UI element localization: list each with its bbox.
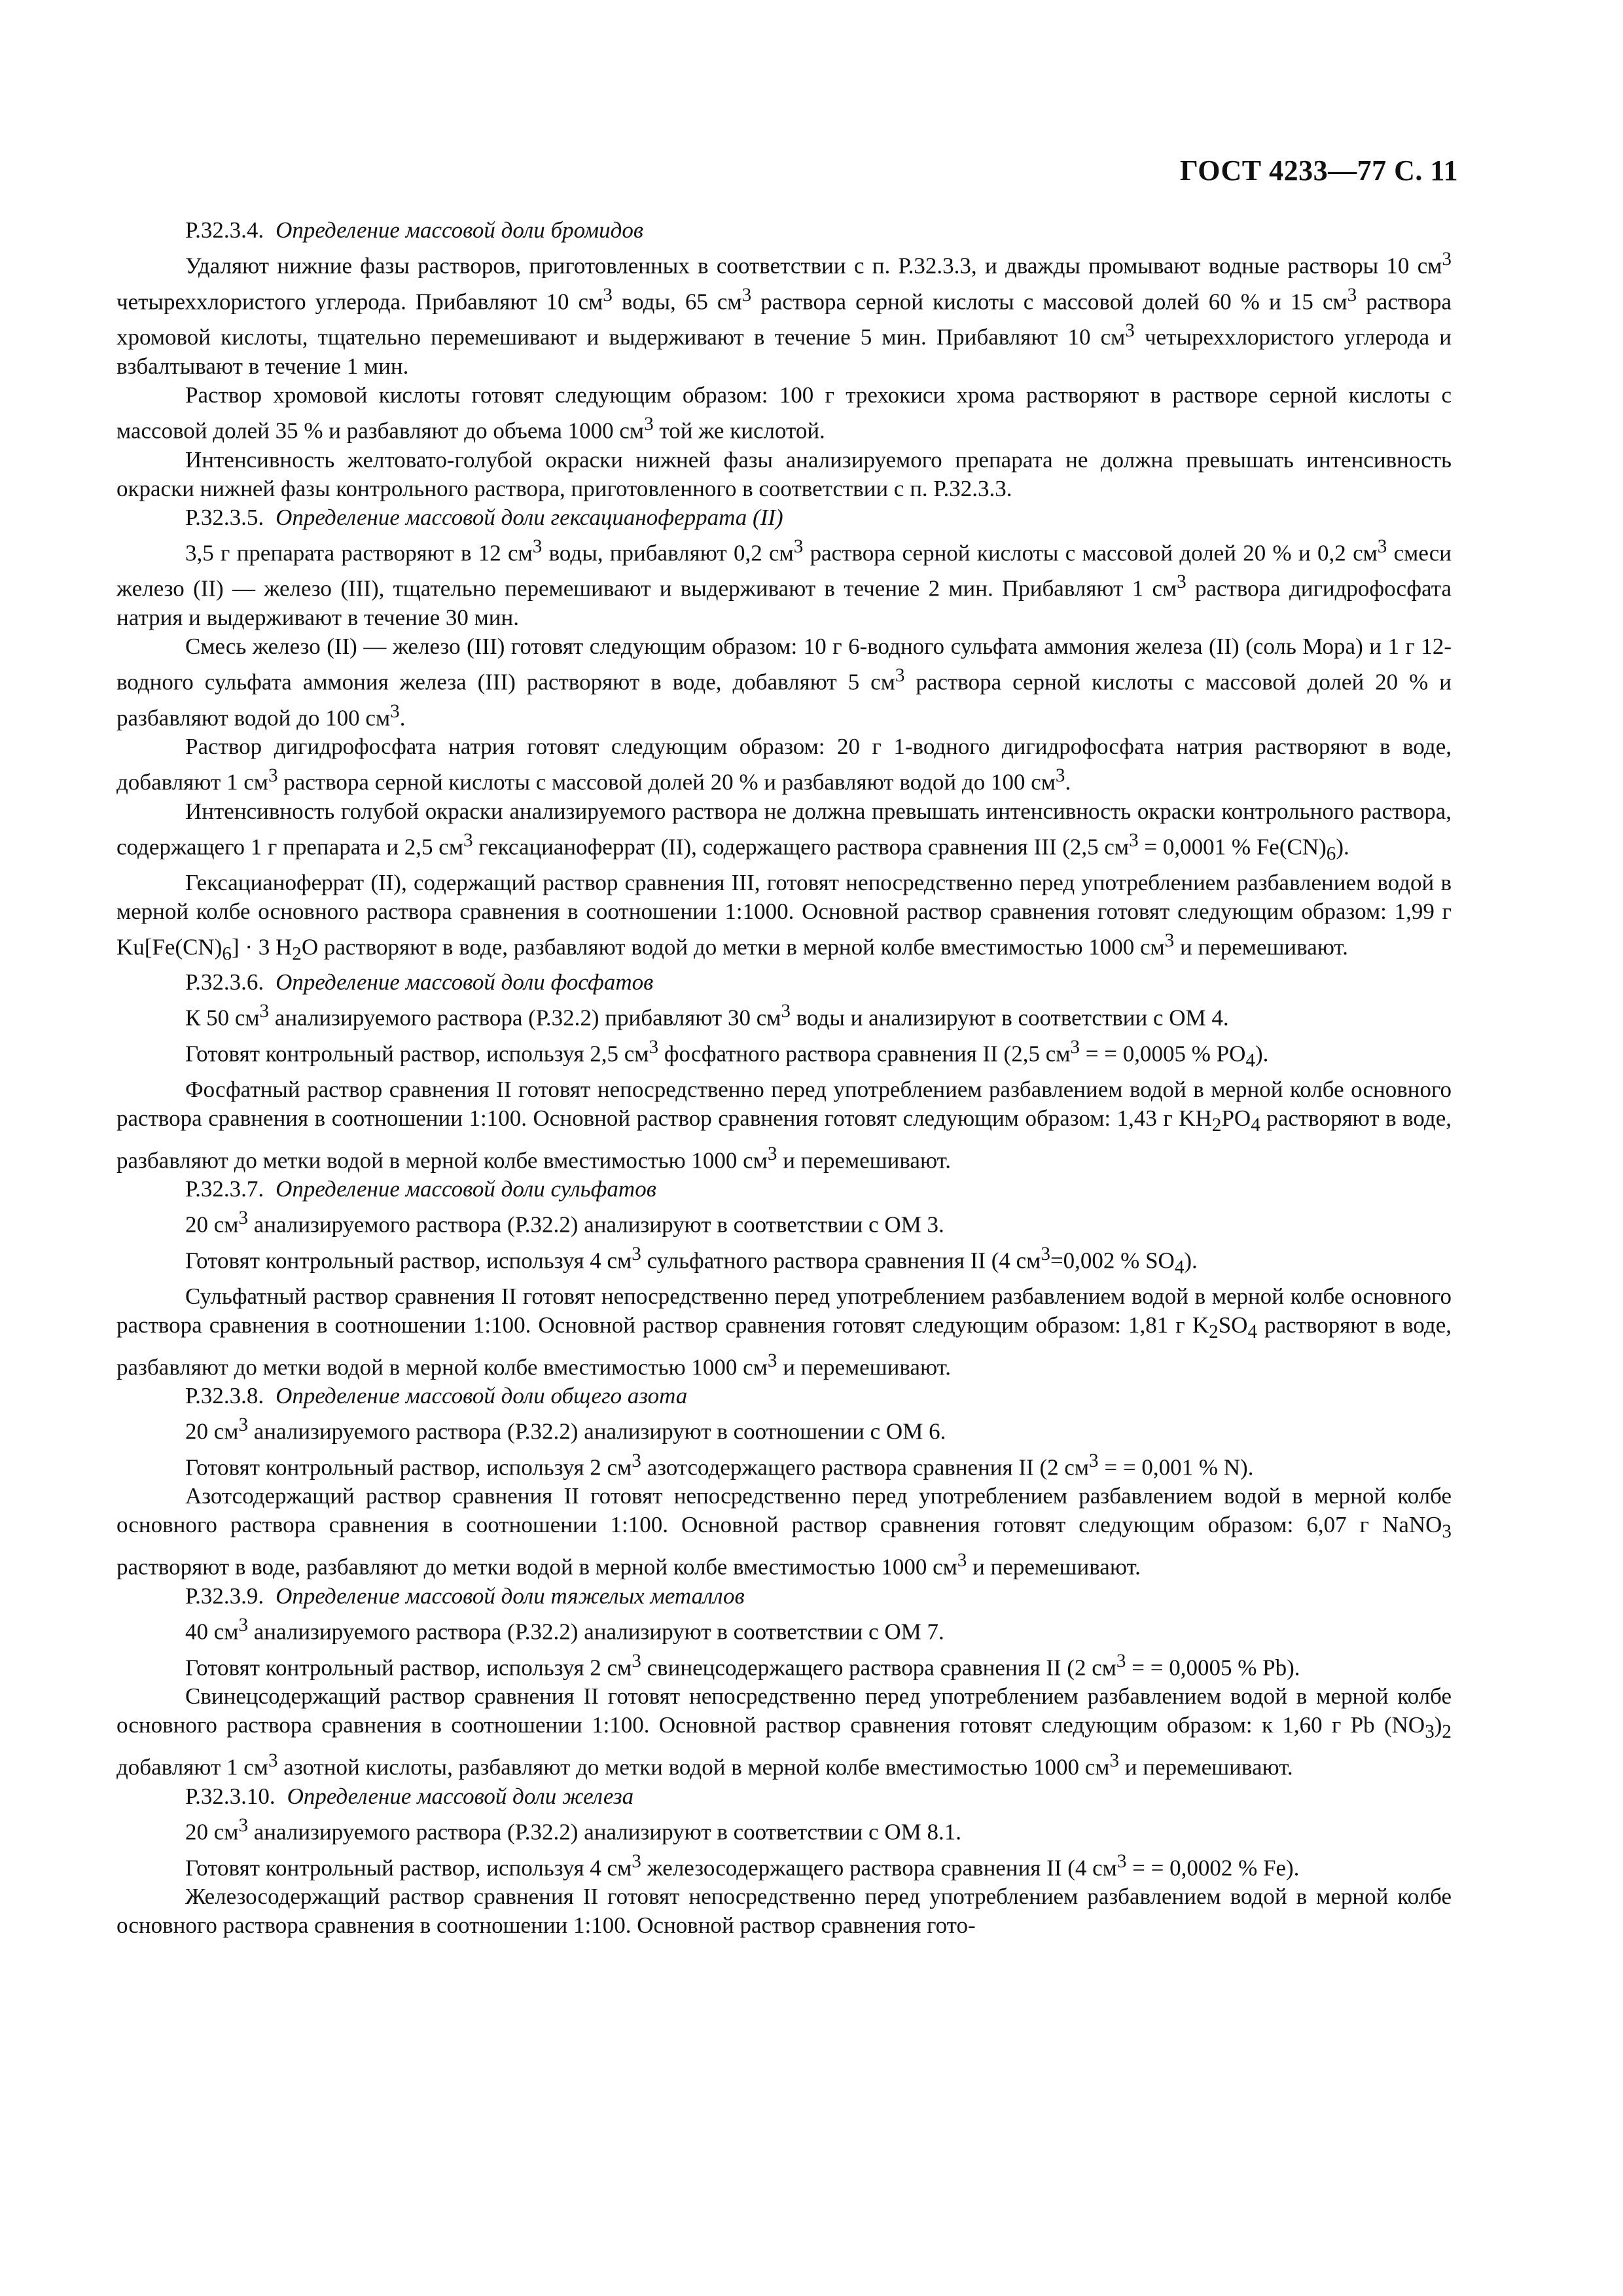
body-paragraph: Железосодержащий раствор сравнения II готовят непосредственно перед употреблением разбавлением водой в мерной колбе основного раствора сравнения в соотношении 1:100. Основной раствор сравнения гото-	[116, 1884, 1452, 1939]
section-title: Определение массовой доли железа	[287, 1784, 634, 1810]
body-paragraph: Раствор дигидрофосфата натрия готовят следующим образом: 20 г 1-водного дигидрофосфата натрия растворяют в воде, добавляют 1 $см^3$ раствора серной кислоты с массовой долей 20 % и разбавляют водой до 100 $см^3$.	[116, 734, 1452, 795]
page-header: ГОСТ 4233—77 С. 11	[1179, 154, 1458, 187]
body-paragraph: Интенсивность голубой окраски анализируемого раствора не должна превышать интенсивность окраски контрольного раствора, содержащего 1 г препарата и 2,5 $см^3$ гексацианоферрат (II), содержащего раствора сравнения III (2,5 $см^3 = 0,0001$ % $Fe(CN)_6$).	[116, 798, 1452, 865]
body-paragraph: 20 $см^3$ анализируемого раствора (Р.32.2) анализируют в соответствии с ОМ 3.	[185, 1208, 944, 1238]
body-paragraph: 20 $см^3$ анализируемого раствора (Р.32.2) анализируют в соответствии с ОМ 8.1.	[185, 1815, 962, 1845]
section-heading	[116, 1582, 1452, 1611]
section-heading	[116, 1782, 1452, 1811]
section-title: Определение массовой доли гексацианоферрата (II)	[276, 504, 783, 530]
section-title: Определение массовой доли фосфатов	[276, 969, 654, 996]
body-paragraph: Фосфатный раствор сравнения II готовят непосредственно перед употреблением разбавлением водой в мерной колбе основного раствора сравнения в соотношении 1:100. Основной раствор сравнения готовят следующим образом: 1,43 г $KH_2PO_4$ растворяют в воде, разбавляют до метки водой в мерной колбе вместимостью 1000 $см^3$ и перемешивают.	[116, 1076, 1452, 1174]
document-body	[116, 216, 1452, 1940]
section-heading	[116, 968, 1452, 997]
body-paragraph: Удаляют нижние фазы растворов, приготовленных в соответствии с п. Р.32.3.3, и дважды промывают водные растворы 10 $см^3$ четыреххлористого углерода. Прибавляют 10 $см^3$ воды, 65 $см^3$ раствора серной кислоты с массовой долей 60 % и 15 $см^3$ раствора хромовой кислоты, тщательно перемешивают и выдерживают в течение 5 мин. Прибавляют 10 $см^3$ четыреххлористого углерода и взбалтывают в течение 1 мин.	[116, 249, 1452, 379]
section-number: Р.32.3.4.	[185, 217, 264, 243]
section-number: Р.32.3.5.	[185, 504, 264, 530]
body-paragraph: Смесь железо (II) — железо (III) готовят следующим образом: 10 г 6-водного сульфата аммония железа (II) (соль Мора) и 1 г 12-водного сульфата аммония железа (III) растворяют в воде, добавляют 5 $см^3$ раствора серной кислоты с массовой долей 20 % и разбавляют водой до 100 $см^3$.	[116, 633, 1452, 731]
section-title: Определение массовой доли бромидов	[276, 217, 644, 243]
section-number: Р.32.3.7.	[185, 1176, 264, 1202]
section-number: Р.32.3.10.	[185, 1784, 276, 1810]
body-paragraph: Готовят контрольный раствор, используя 2 $см^3$ свинецсодержащего раствора сравнения II (2 $см^3$ = = 0,0005 % Pb).	[185, 1650, 1300, 1681]
body-paragraph: Готовят контрольный раствор, используя 4 $см^3$ сульфатного раствора сравнения II (4 $см^3=0,002$ % $SO_4$).	[185, 1243, 1198, 1278]
body-paragraph: Гексацианоферрат (II), содержащий раствор сравнения III, готовят непосредственно перед употреблением разбавлением водой в мерной колбе основного раствора сравнения в соотношении 1:1000. Основной раствор сравнения готовят следующим образом: 1,99 г $Ku[Fe(CN)_6] \cdot 3$ $H_2O$ растворяют в воде, разбавляют водой до метки в мерной колбе вместимостью 1000 $см^3$ и перемешивают.	[116, 869, 1452, 965]
section-heading	[116, 216, 1452, 245]
section-number: Р.32.3.6.	[185, 969, 264, 996]
section-title: Определение массовой доли общего азота	[276, 1383, 688, 1409]
body-paragraph: Сульфатный раствор сравнения II готовят непосредственно перед употреблением разбавлением водой в мерной колбе основного раствора сравнения в соотношении 1:100. Основной раствор сравнения готовят следующим образом: 1,81 г $K_2SO_4$ растворяют в воде, разбавляют до метки водой в мерной колбе вместимостью 1000 $см^3$ и перемешивают.	[116, 1283, 1452, 1380]
section-heading	[116, 503, 1452, 532]
body-paragraph: Интенсивность желтовато-голубой окраски нижней фазы анализируемого препарата не должна превышать интенсивность окраски нижней фазы контрольного раствора, приготовленного в соответствии с п. Р.32.3.3.	[116, 446, 1452, 501]
section-title: Определение массовой доли сульфатов	[276, 1176, 656, 1202]
section-title: Определение массовой доли тяжелых металлов	[276, 1583, 745, 1609]
section-number: Р.32.3.9.	[185, 1583, 264, 1609]
section-number: Р.32.3.8.	[185, 1383, 264, 1409]
body-paragraph: 3,5 г препарата растворяют в 12 $см^3$ воды, прибавляют 0,2 $см^3$ раствора серной кислоты с массовой долей 20 % и 0,2 $см^3$ смеси железо (II) — железо (III), тщательно перемешивают и выдерживают в течение 2 мин. Прибавляют 1 $см^3$ раствора дигидрофосфата натрия и выдерживают в течение 30 мин.	[116, 535, 1452, 630]
body-paragraph: Раствор хромовой кислоты готовят следующим образом: 100 г трехокиси хрома растворяют в растворе серной кислоты с массовой долей 35 % и разбавляют до объема 1000 $см^3$ той же кислотой.	[116, 382, 1452, 444]
body-paragraph: К 50 $см^3$ анализируемого раствора (Р.32.2) прибавляют 30 $см^3$ воды и анализируют в соответствии с ОМ 4.	[185, 1001, 1229, 1031]
body-paragraph: Свинецсодержащий раствор сравнения II готовят непосредственно перед употреблением разбавлением водой в мерной колбе основного раствора сравнения в соотношении 1:100. Основной раствор сравнения готовят следующим образом: к 1,60 г Pb $(NO_3)_2$ добавляют 1 $см^3$ азотной кислоты, разбавляют до метки водой в мерной колбе вместимостью 1000 $см^3$ и перемешивают.	[116, 1683, 1452, 1781]
body-paragraph: 20 $см^3$ анализируемого раствора (Р.32.2) анализируют в соотношении с ОМ 6.	[185, 1414, 946, 1444]
body-paragraph: Готовят контрольный раствор, используя 4 $см^3$ железосодержащего раствора сравнения II (4 $см^3$ = = 0,0002 % Fe).	[185, 1850, 1300, 1881]
section-heading	[116, 1175, 1452, 1204]
body-paragraph: 40 $см^3$ анализируемого раствора (Р.32.2) анализируют в соответствии с ОМ 7.	[185, 1615, 944, 1645]
body-paragraph: Готовят контрольный раствор, используя 2,5 $см^3$ фосфатного раствора сравнения II (2,5 $см^3$ = = 0,0005 % $PO_4$).	[185, 1036, 1269, 1071]
section-heading	[116, 1382, 1452, 1410]
body-paragraph: Готовят контрольный раствор, используя 2 $см^3$ азотсодержащего раствора сравнения II (2 $см^3$ = = 0,001 % N).	[185, 1450, 1254, 1480]
body-paragraph: Азотсодержащий раствор сравнения II готовят непосредственно перед употреблением разбавлением водой в мерной колбе основного раствора сравнения в соотношении 1:100. Основной раствор сравнения готовят следующим образом: 6,07 г NaNO$_3$ растворяют в воде, разбавляют до метки водой в мерной колбе вместимостью 1000 $см^3$ и перемешивают.	[116, 1483, 1452, 1581]
